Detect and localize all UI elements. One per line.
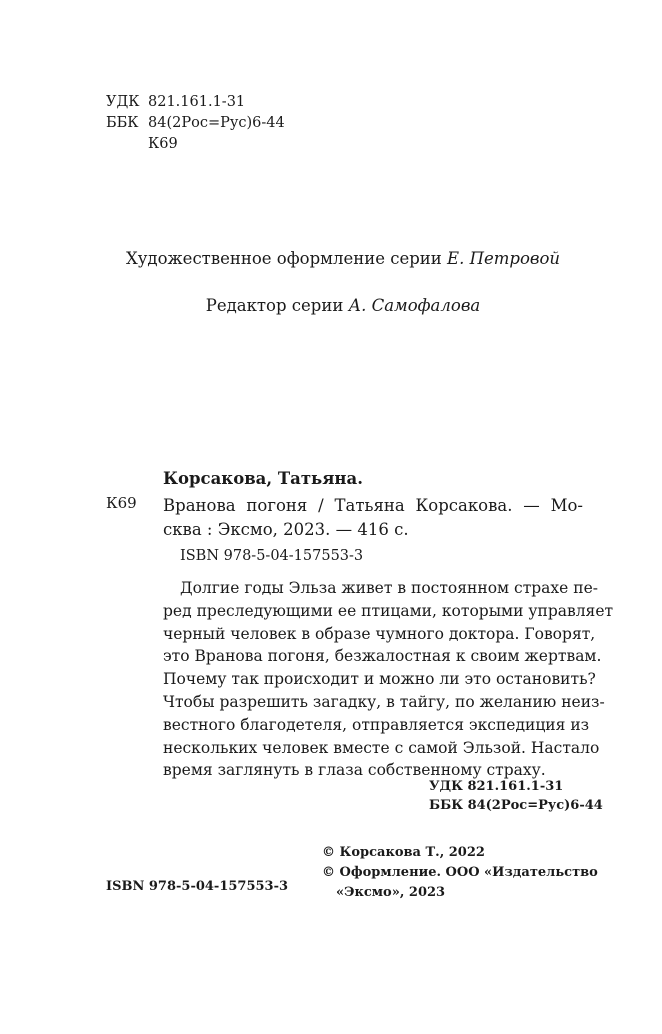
- udk-row: [106, 92, 285, 113]
- art-design-credit: [12, 249, 662, 268]
- footer-classification-codes: [429, 777, 603, 815]
- copyright-author: © Корсакова Т., 2022: [322, 845, 485, 860]
- bibliographic-description: [163, 494, 583, 542]
- biblio-line: сква : Эксмо, 2023. — 416 с.: [163, 520, 409, 539]
- classification-codes: [106, 92, 285, 155]
- footer-udk: УДК 821.161.1-31: [429, 779, 564, 794]
- isbn-bottom: ISBN 978-5-04-157553-3: [106, 879, 289, 894]
- annotation-line: это Вранова погоня, безжалостная к своим жертвам.: [163, 647, 602, 666]
- annotation-line: время заглянуть в глаза собственному страху.: [163, 761, 546, 780]
- annotation-line: черный человек в образе чумного доктора. Говорят,: [163, 624, 596, 643]
- annotation-line: Долгие годы Эльза живет в постоянном страхе пе-: [180, 579, 599, 597]
- bbk-label: ББК: [106, 115, 139, 131]
- udk-label: УДК: [106, 94, 140, 110]
- annotation-line: Почему так происходит и можно ли это остановить?: [163, 670, 596, 689]
- copyright-design: © Оформление. ООО «Издательство: [322, 865, 598, 880]
- bbk-row: [106, 113, 285, 134]
- footer-bbk: ББК 84(2Рос=Рус)6-44: [429, 798, 603, 813]
- biblio-line: Вранова погоня / Татьяна Корсакова. — Мо-: [163, 496, 583, 515]
- series-editor-name: А. Самофалова: [348, 296, 481, 315]
- series-editor-prefix: Редактор серии: [205, 296, 349, 315]
- bbk-value: 84(2Рос=Рус)6-44: [148, 115, 285, 131]
- annotation-line: нескольких человек вместе с самой Эльзой. Настало: [163, 738, 600, 757]
- annotation: [163, 577, 614, 782]
- author-heading: Корсакова, Татьяна.: [163, 469, 363, 488]
- udk-value: 821.161.1-31: [148, 94, 246, 110]
- isbn-entry: ISBN 978-5-04-157553-3: [180, 548, 364, 564]
- annotation-line: вестного благодетеля, отправляется экспедиция из: [163, 715, 590, 734]
- copyright-design-cont: «Эксмо», 2023: [336, 885, 446, 900]
- copyright-notice: [322, 843, 598, 903]
- art-design-prefix: Художественное оформление серии: [125, 249, 448, 268]
- author-mark: К69: [148, 136, 178, 152]
- series-editor-credit: [12, 296, 662, 315]
- art-designer-name: Е. Петровой: [447, 249, 561, 268]
- annotation-line: Чтобы разрешить загадку, в тайгу, по желанию неиз-: [163, 692, 605, 711]
- annotation-line: ред преследующими ее птицами, которыми управляет: [163, 601, 614, 620]
- author-mark-row: [106, 134, 285, 155]
- biblio-author-mark: К69: [106, 494, 137, 512]
